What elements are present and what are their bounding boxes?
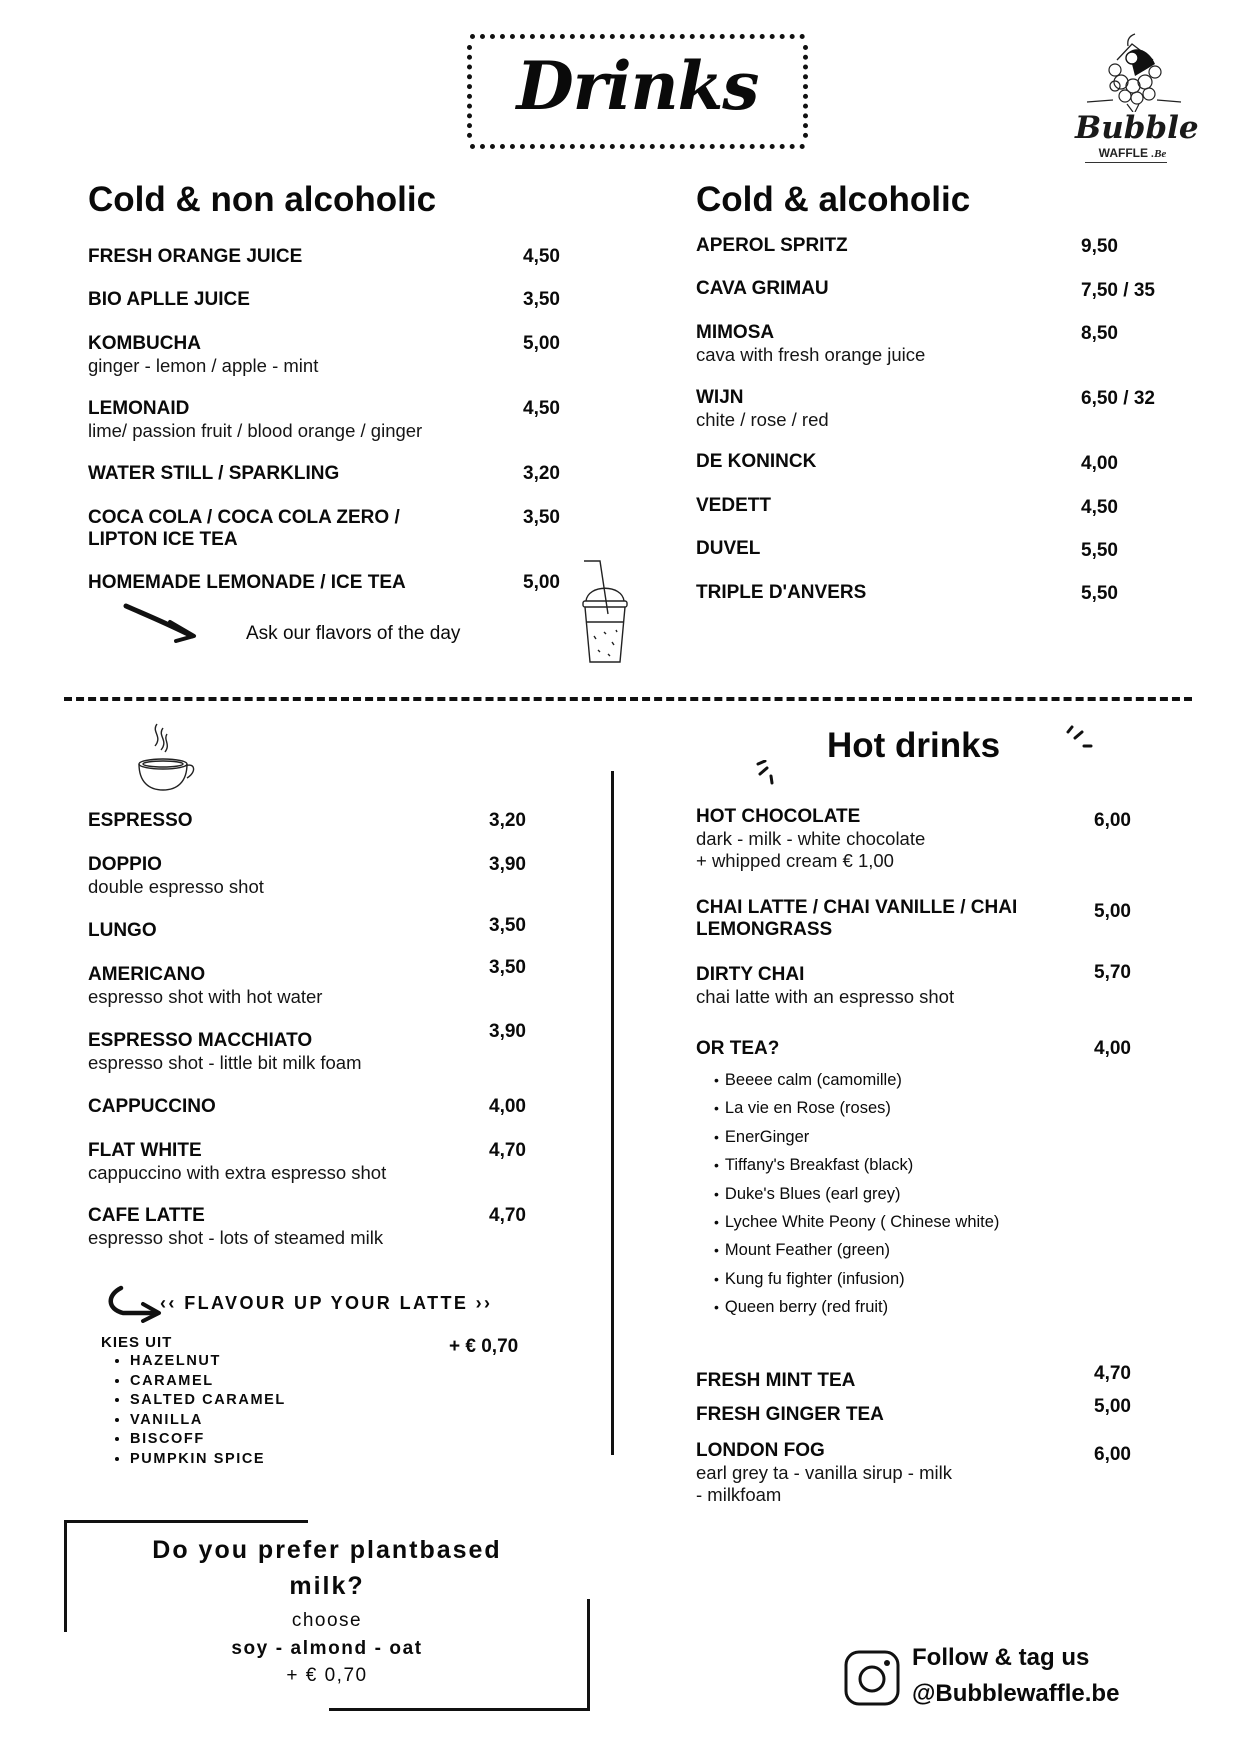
item-description: cappuccino with extra espresso shot [88, 1162, 387, 1183]
menu-item [696, 451, 816, 473]
menu-item [696, 1404, 884, 1426]
item-name: DE KONINCK [696, 451, 817, 472]
menu-item [696, 278, 829, 300]
tea-option: • Kung fu fighter (infusion) [728, 1265, 999, 1293]
flavour-option: • SALTED CARAMEL [130, 1391, 286, 1411]
menu-item [696, 964, 954, 1008]
curved-arrow-icon [103, 1285, 163, 1323]
item-price: 5,50 [1081, 583, 1118, 604]
item-price: 4,50 [523, 398, 560, 419]
flavour-option: • BISCOFF [130, 1430, 286, 1450]
section-heading-hot-drinks: Hot drinks [827, 726, 1001, 765]
item-name: APEROL SPRITZ [696, 235, 848, 256]
item-name: HOMEMADE LEMONADE / ICE TEA [88, 572, 406, 593]
follow-text: Follow & tag us [912, 1644, 1090, 1671]
item-price: 5,00 [1094, 1396, 1131, 1417]
item-name: FRESH MINT TEA [696, 1370, 856, 1391]
item-price: 8,50 [1081, 323, 1118, 344]
tea-option: • Duke's Blues (earl grey) [728, 1180, 999, 1208]
item-price: 9,50 [1081, 236, 1118, 257]
item-name: WATER STILL / SPARKLING [88, 463, 340, 484]
item-price: 4,50 [523, 246, 560, 267]
item-name: CAFE LATTE [88, 1205, 205, 1226]
box-border-top [64, 1520, 308, 1523]
item-price: 4,50 [1081, 497, 1118, 518]
menu-item [88, 572, 406, 594]
item-price: 6,50 / 32 [1081, 388, 1155, 409]
menu-item [696, 538, 760, 560]
item-price: 4,00 [1081, 453, 1118, 474]
coffee-cup-icon [135, 722, 201, 794]
item-price: 3,90 [489, 854, 526, 875]
menu-item [696, 387, 829, 431]
item-name: FRESH GINGER TEA [696, 1404, 884, 1425]
flavour-option: • VANILLA [130, 1411, 286, 1431]
item-price: 3,20 [489, 810, 526, 831]
menu-item [88, 920, 157, 942]
item-price: 6,00 [1094, 1444, 1131, 1465]
item-description: dark - milk - white chocolate [696, 828, 926, 849]
instagram-icon [844, 1650, 900, 1706]
plantbased-price: + € 0,70 [286, 1665, 368, 1686]
menu-item [696, 235, 848, 257]
item-name: VEDETT [696, 495, 771, 516]
item-price: 4,70 [489, 1140, 526, 1161]
flavour-options-list [92, 1352, 286, 1469]
menu-item [696, 1370, 855, 1392]
flavour-price: + € 0,70 [449, 1336, 519, 1357]
item-name: CAPPUCCINO [88, 1096, 216, 1117]
tea-option: • Lychee White Peony ( Chinese white) [728, 1208, 999, 1236]
menu-item [88, 463, 339, 485]
item-name: FRESH ORANGE JUICE [88, 246, 303, 267]
tea-option: • Beeee calm (camomille) [728, 1066, 999, 1094]
menu-item [88, 246, 302, 268]
item-description: ginger - lemon / apple - mint [88, 355, 319, 376]
item-price: 4,70 [489, 1205, 526, 1226]
plantbased-title-line1: Do you prefer plantbased [152, 1536, 502, 1564]
choose-label: KIES UIT [101, 1334, 173, 1351]
item-name: ESPRESSO MACCHIATO [88, 1030, 313, 1051]
tea-option: • Mount Feather (green) [728, 1236, 999, 1264]
item-price: 3,50 [489, 915, 526, 936]
page-title: Drinks [516, 47, 759, 125]
item-price: 5,50 [1081, 540, 1118, 561]
menu-item [88, 1205, 383, 1249]
item-description-line2: + whipped cream € 1,00 [696, 850, 894, 871]
item-name: COCA COLA / COCA COLA ZERO / [88, 507, 400, 528]
section-heading-cold-non-alcoholic: Cold & non alcoholic [88, 180, 437, 219]
menu-item [88, 507, 400, 551]
tea-list [680, 1066, 999, 1322]
item-price: 5,00 [523, 333, 560, 354]
instagram-handle[interactable]: @Bubblewaffle.be [912, 1680, 1120, 1707]
item-name: DIRTY CHAI [696, 964, 805, 985]
item-name: WIJN [696, 387, 744, 408]
item-description: espresso shot - little bit milk foam [88, 1052, 362, 1073]
menu-item [696, 1440, 952, 1506]
plantbased-milk-box [64, 1532, 590, 1689]
sparkle-lines-icon [1066, 724, 1096, 752]
menu-item [696, 806, 925, 872]
title-frame [470, 34, 805, 149]
logo-suffix: .Be [1151, 148, 1167, 160]
iced-drink-icon [578, 556, 632, 668]
item-name: BIO APLLE JUICE [88, 289, 250, 310]
item-price: 4,00 [1094, 1038, 1131, 1059]
waffle-cone-icon [1075, 30, 1190, 112]
menu-item [88, 1096, 216, 1118]
item-price: 5,00 [1094, 901, 1131, 922]
menu-item [88, 289, 250, 311]
menu-item [696, 897, 1017, 941]
tea-option: • La vie en Rose (roses) [728, 1094, 999, 1122]
section-heading-cold-alcoholic: Cold & alcoholic [696, 180, 971, 219]
item-name: KOMBUCHA [88, 333, 201, 354]
menu-item [696, 495, 771, 517]
item-price: 3,50 [523, 507, 560, 528]
item-price: 3,50 [489, 957, 526, 978]
menu-item [88, 964, 322, 1008]
column-divider [611, 771, 614, 1455]
item-price: 3,90 [489, 1021, 526, 1042]
menu-item [88, 333, 318, 377]
arrow-icon [122, 600, 202, 645]
item-name: CHAI LATTE / CHAI VANILLE / CHAI [696, 897, 1018, 918]
menu-item [696, 582, 866, 604]
item-name: LUNGO [88, 920, 157, 941]
logo-wordmark: Bubble [1075, 110, 1199, 146]
item-price: 7,50 / 35 [1081, 280, 1155, 301]
flavour-up-heading: ‹‹ FLAVOUR UP YOUR LATTE ›› [160, 1293, 493, 1313]
item-name: DOPPIO [88, 854, 162, 875]
item-description: chai latte with an espresso shot [696, 986, 955, 1007]
section-divider [64, 697, 1192, 701]
item-name: LEMONAID [88, 398, 190, 419]
menu-item [88, 398, 422, 442]
item-name: AMERICANO [88, 964, 206, 985]
menu-item [696, 322, 925, 366]
sparkle-lines-icon [755, 760, 783, 790]
item-name: DUVEL [696, 538, 761, 559]
tea-option: • EnerGinger [728, 1123, 999, 1151]
plantbased-options: soy - almond - oat [231, 1638, 423, 1659]
tea-option: • Tiffany's Breakfast (black) [728, 1151, 999, 1179]
menu-item [696, 1038, 779, 1060]
item-name: CAVA GRIMAU [696, 278, 829, 299]
item-name: LONDON FOG [696, 1440, 825, 1461]
item-description: double espresso shot [88, 876, 264, 897]
tea-option: • Queen berry (red fruit) [728, 1293, 999, 1321]
item-description: chite / rose / red [696, 409, 829, 430]
menu-item [88, 1140, 386, 1184]
item-name-line2: LIPTON ICE TEA [88, 529, 238, 550]
item-name: MIMOSA [696, 322, 775, 343]
item-price: 4,70 [1094, 1363, 1131, 1384]
plantbased-choose: choose [291, 1610, 363, 1631]
item-price: 5,00 [523, 572, 560, 593]
item-description-line2: - milkfoam [696, 1484, 782, 1505]
item-name: FLAT WHITE [88, 1140, 202, 1161]
item-name-line2: LEMONGRASS [696, 919, 833, 940]
item-price: 3,50 [523, 289, 560, 310]
logo-sub-text: WAFFLE [1098, 146, 1148, 160]
plantbased-title-line2: milk? [289, 1572, 365, 1600]
menu-item [88, 1030, 361, 1074]
menu-item [88, 810, 193, 832]
item-name: ESPRESSO [88, 810, 193, 831]
logo-underline [1085, 162, 1167, 163]
social-follow-block [912, 1640, 1119, 1712]
item-description: cava with fresh orange juice [696, 344, 926, 365]
item-description: earl grey ta - vanilla sirup - milk [696, 1462, 952, 1483]
box-border-bottom [329, 1708, 590, 1711]
item-name: HOT CHOCOLATE [696, 806, 861, 827]
item-description: espresso shot with hot water [88, 986, 323, 1007]
item-name: TRIPLE D'ANVERS [696, 582, 867, 603]
item-price: 5,70 [1094, 962, 1131, 983]
menu-item [88, 854, 264, 898]
item-description: lime/ passion fruit / blood orange / ginger [88, 420, 423, 441]
item-price: 3,20 [523, 463, 560, 484]
item-name: OR TEA? [696, 1038, 780, 1059]
flavour-option: • CARAMEL [130, 1372, 286, 1392]
bubble-waffle-logo [1075, 30, 1199, 170]
flavour-option: • PUMPKIN SPICE [130, 1450, 286, 1470]
logo-subline [1075, 146, 1190, 160]
item-description: espresso shot - lots of steamed milk [88, 1227, 384, 1248]
flavour-option: • HAZELNUT [130, 1352, 286, 1372]
flavors-of-the-day-note: Ask our flavors of the day [246, 623, 461, 644]
item-price: 6,00 [1094, 810, 1131, 831]
item-price: 4,00 [489, 1096, 526, 1117]
